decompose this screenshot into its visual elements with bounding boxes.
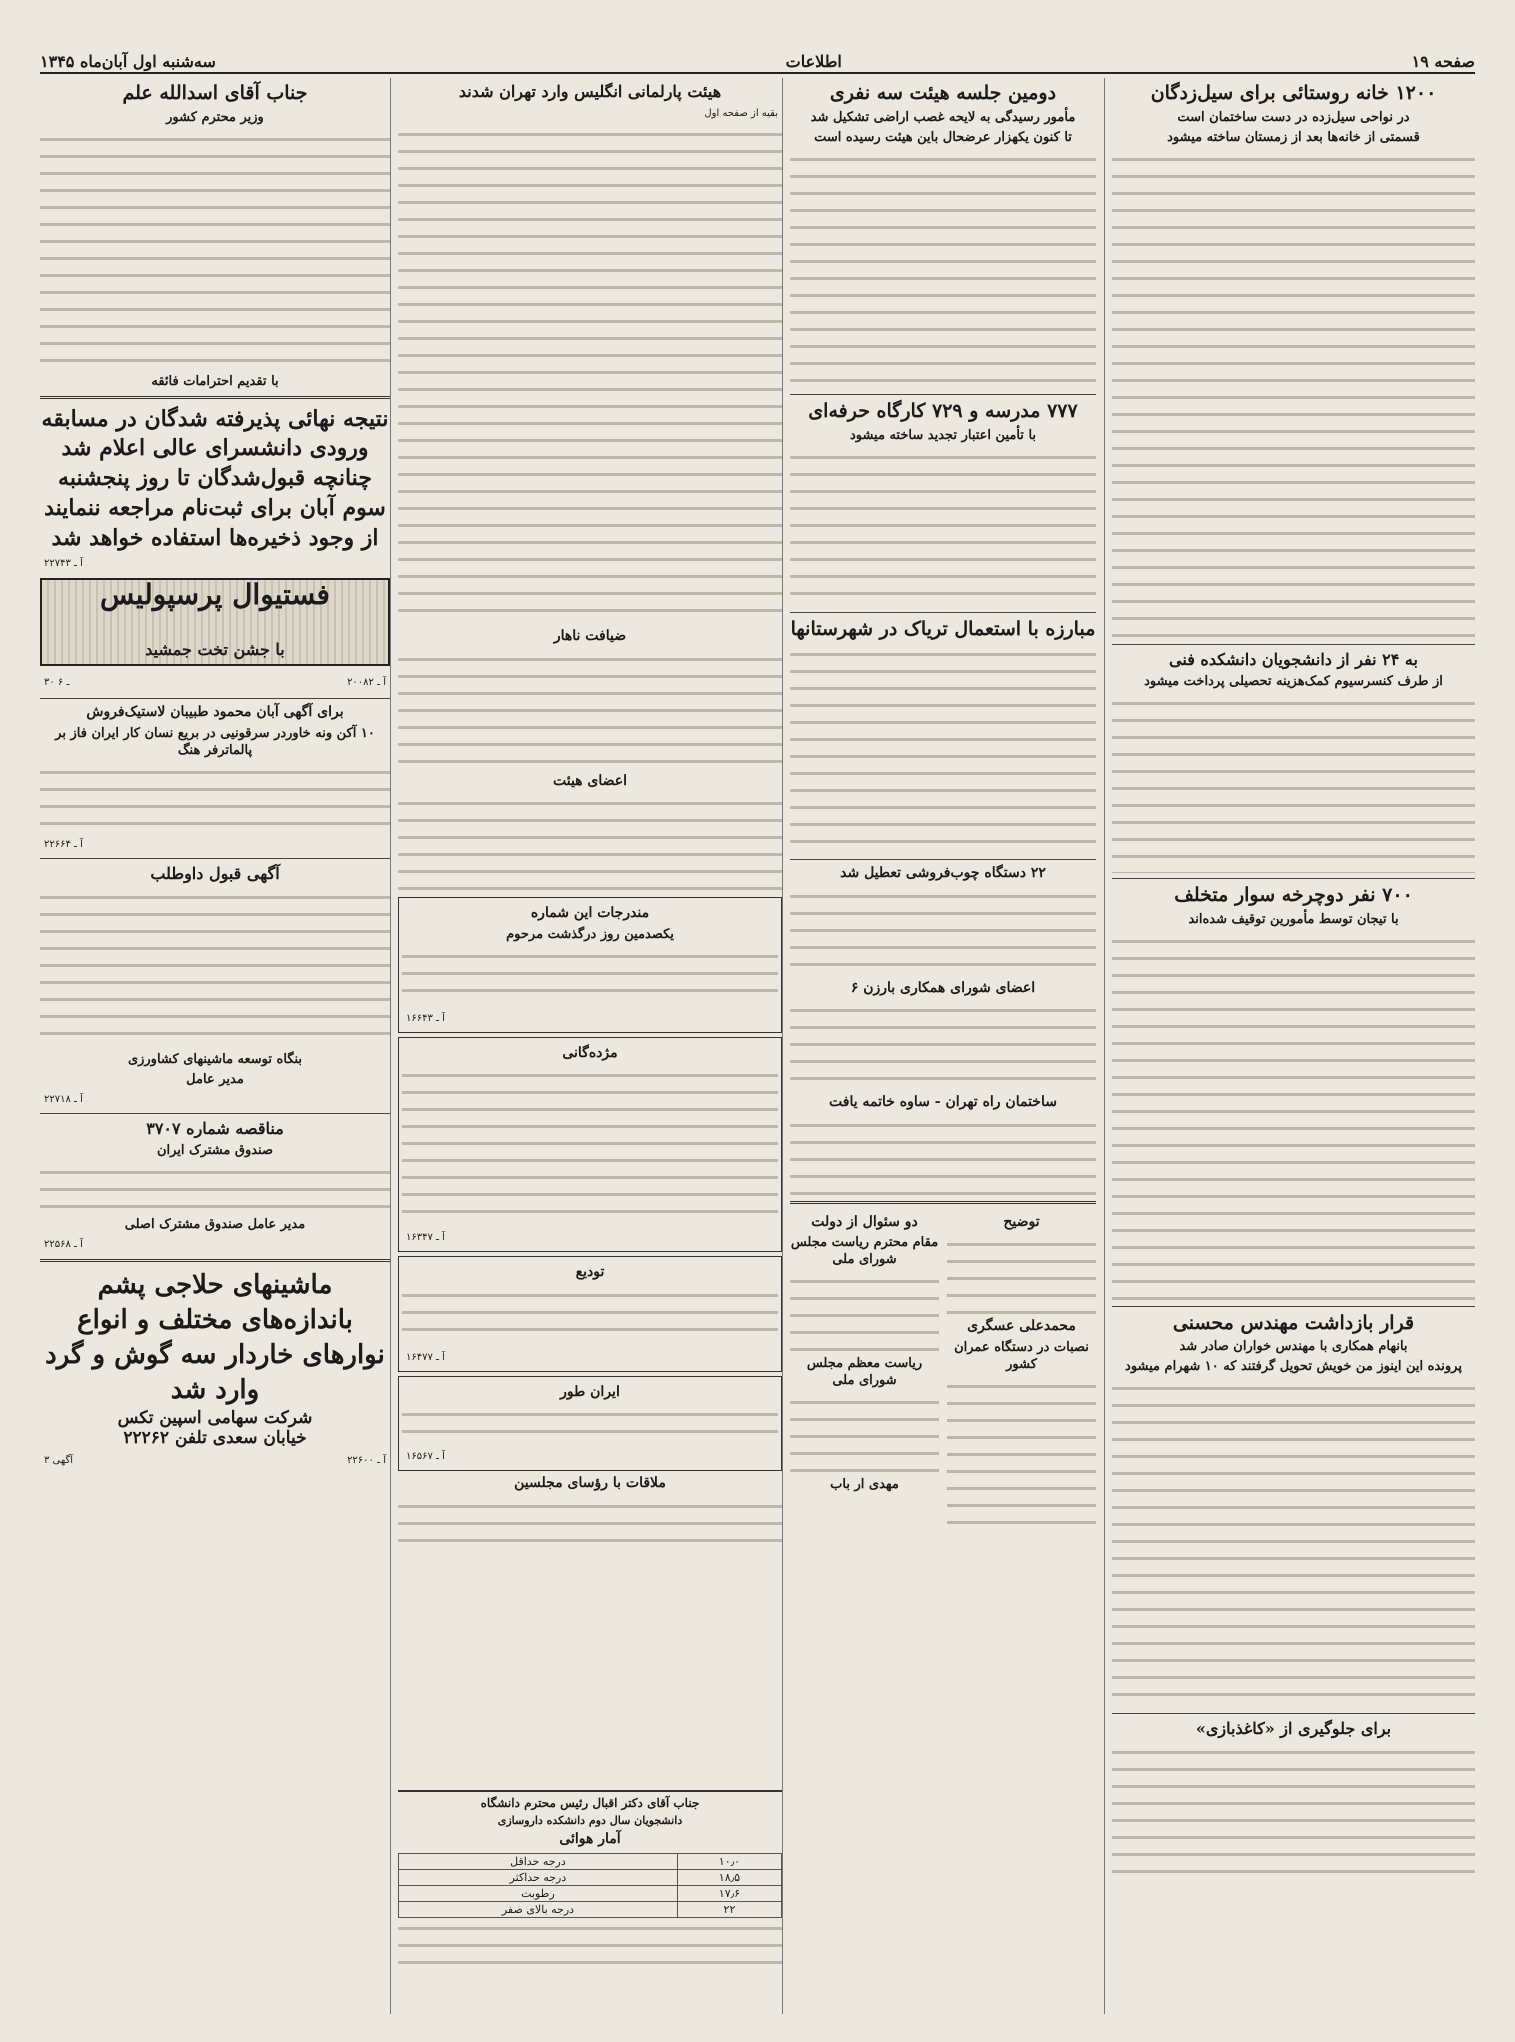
advertiser: بنگاه توسعه ماشینهای کشاورزی	[127, 1051, 303, 1067]
column-rule	[1104, 78, 1105, 2014]
subheadline: نصبات در دستگاه عمران کشور	[954, 1339, 1089, 1372]
column-4	[40, 78, 390, 2014]
column-rule	[782, 78, 783, 2014]
company-name: شرکت سهامی اسپین تکس	[117, 1408, 313, 1429]
headline: هیئت پارلمانی انگلیس وارد تهران شدند	[458, 82, 722, 101]
headline: دو سئوال از دولت	[811, 1213, 918, 1230]
article-body	[1112, 693, 1475, 873]
article-body	[40, 1162, 390, 1212]
exam-result-ad: نتیجه نهائی پذیرفته شدگان در مسابقه ورودی دانشسرای عالی اعلام شد چنانچه قبول‌شدگان تا روز پنجشنبه سوم آبان برای ثبت‌نام مراجعه ننمایند از وجود ذخیره‌ها استفاده خواهد شد	[41, 405, 389, 551]
column-2	[790, 78, 1096, 2014]
headline: آگهی قبول داوطلب	[150, 863, 280, 883]
headline: دومین جلسه هیئت سه نفری	[829, 82, 1057, 104]
headline: ۱۲۰۰ خانه روستائی برای سیل‌زدگان	[1150, 82, 1437, 104]
article-body	[402, 1065, 778, 1225]
company-address: خیابان سعدی تلفن ۲۲۲۶۲	[123, 1428, 307, 1449]
festival-banner	[40, 578, 390, 666]
headline: مناقصه شماره ۳۷۰۷	[146, 1118, 284, 1138]
headline: برای آگهی آبان محمود طبیبان لاستیک‌فروش	[86, 704, 344, 721]
tour-box	[398, 1376, 782, 1472]
subheadline: مأمور رسیدگی به لایحه غصب اراضی تشکیل شد	[810, 109, 1076, 125]
column-2-left-half	[790, 1210, 939, 1540]
article-body	[398, 1496, 782, 1556]
ad-code: آ ـ ۲۲۷۱۸	[44, 1093, 83, 1105]
headline: ۲۲ دستگاه چوب‌فروشی تعطیل شد	[840, 865, 1046, 882]
article-body	[1112, 1378, 1475, 1708]
bottom-strip	[398, 1790, 782, 2014]
divider	[40, 858, 390, 859]
divider	[790, 394, 1096, 395]
table-row	[399, 1853, 782, 1869]
divider	[790, 612, 1096, 613]
divider	[790, 1201, 1096, 1204]
column-3	[398, 78, 782, 2014]
weather-label: درجه بالای صفر	[399, 1901, 678, 1917]
page-number: صفحه ۱۹	[1411, 51, 1475, 71]
article-body	[1112, 149, 1475, 639]
festival-subtitle: با جشن تخت جمشید	[145, 640, 285, 660]
article-body	[398, 124, 782, 624]
headline: مبارزه با استعمال تریاک در شهرستانها	[790, 617, 1096, 640]
article-body	[398, 1918, 782, 1978]
weather-value: ۱۰٫۰	[677, 1853, 781, 1869]
divider	[40, 396, 390, 399]
subheadline: با تیجان توسط مأمورین توقیف شده‌اند	[1188, 911, 1399, 927]
ad-code: آ ـ ۱۶۴۷۷	[406, 1351, 445, 1363]
signature: مدیر عامل صندوق مشترک اصلی	[124, 1216, 306, 1232]
subheadline: تا کنون یکهزار عرضحال باین هیئت رسیده است	[814, 129, 1072, 145]
ad-code: آ ـ ۲۰۰۸۲	[347, 677, 386, 689]
headline: توضیح	[1003, 1213, 1040, 1230]
headline: ساختمان راه تهران - ساوه خاتمه یافت	[829, 1094, 1057, 1111]
subheadline: یکصدمین روز درگذشت مرحوم	[506, 926, 674, 942]
weather-value: ۱۸٫۵	[677, 1869, 781, 1885]
weather-table	[398, 1853, 782, 1918]
newspaper-name: اطلاعات	[785, 51, 842, 71]
page-header	[40, 50, 1475, 74]
article-body	[40, 887, 390, 1047]
headline: ۷۷۷ مدرسه و ۷۲۹ کارگاه حرفه‌ای	[808, 399, 1078, 422]
article-body	[1112, 931, 1475, 1301]
corner-label: آگهی ۳	[44, 1455, 74, 1467]
article-body	[402, 1285, 778, 1345]
weather-label: رطوبت	[399, 1885, 678, 1901]
article-body	[947, 1234, 1096, 1314]
article-body	[398, 649, 782, 769]
article-body	[402, 946, 778, 1006]
ad-code: آ ـ ۲۲۵۶۸	[44, 1238, 83, 1250]
headline: جناب آقای اسدالله علم	[122, 82, 308, 104]
subheadline: پرونده این اینوز من خویش تحویل گرفتند که ۱۰ شهرام میشود	[1125, 1359, 1462, 1375]
festival-codes	[40, 672, 390, 693]
ad-code: آ ـ ۱۶۳۴۷	[406, 1232, 445, 1243]
column-2-right-half	[947, 1210, 1096, 1540]
headline: مندرجات این شماره	[530, 905, 650, 921]
article-body	[790, 447, 1096, 607]
article-body	[402, 1404, 778, 1444]
article-body	[790, 1271, 939, 1351]
article-body	[1112, 1742, 1475, 1882]
headline: به ۲۴ نفر از دانشجویان دانشکده فنی	[1169, 649, 1418, 669]
article-body	[790, 1392, 939, 1472]
article-body	[40, 129, 390, 369]
divider	[790, 859, 1096, 860]
headline: تودیع	[575, 1264, 605, 1280]
column-1	[1112, 78, 1475, 2014]
headline: اعضای شورای همکاری بارزن ۶	[850, 979, 1036, 996]
headline: مژده‌گانی	[562, 1044, 618, 1061]
table-row	[399, 1885, 782, 1901]
divider	[1112, 1713, 1475, 1714]
index-box	[398, 897, 782, 1033]
salutation: با تقدیم احترامات فائقه	[151, 373, 279, 389]
bottom-section	[790, 1210, 1096, 1540]
article-body	[790, 1115, 1096, 1195]
divider	[1112, 878, 1475, 879]
headline: ۷۰۰ نفر دوچرخه سوار متخلف	[1174, 883, 1413, 906]
continued-note: بقیه از صفحه اول	[704, 108, 778, 119]
divider	[1112, 644, 1475, 645]
headline: ضیافت ناهار	[553, 628, 627, 644]
article-body	[790, 644, 1096, 854]
article-body	[790, 1000, 1096, 1090]
subheadline: قسمتی از خانه‌ها بعد از زمستان ساخته میشود	[1167, 129, 1420, 145]
article-body	[398, 793, 782, 893]
headline: ملاقات با رؤسای مجلسین	[514, 1475, 666, 1491]
ad-footer	[40, 1450, 390, 1471]
divider	[40, 698, 390, 699]
congrats-box	[398, 1037, 782, 1253]
weather-label: درجه حداقل	[399, 1853, 678, 1869]
thanks-signature: دانشجویان سال دوم دانشکده داروسازی	[497, 1814, 683, 1827]
weather-label: درجه حداکثر	[399, 1869, 678, 1885]
headline: قرار بازداشت مهندس محسنی	[1172, 1311, 1415, 1334]
article-body	[947, 1376, 1096, 1536]
table-row	[399, 1869, 782, 1885]
signature: مدیر عامل	[186, 1071, 244, 1087]
divider	[40, 1259, 390, 1262]
column-rule	[390, 78, 391, 2014]
article-body	[40, 762, 390, 832]
machine-ad: ماشینهای حلاجی پشم باندازه‌های مختلف و انواع نوارهای خاردار سه گوش و گرد وارد شد	[45, 1269, 385, 1405]
festival-title: فستیوال پرسپولیس	[100, 578, 330, 612]
weather-value: ۲۲	[677, 1901, 781, 1917]
ad-code: آ ـ ۱۶۶۴۳	[406, 1012, 445, 1024]
ad-code: آ ـ ۲۲۷۴۳	[44, 558, 83, 570]
subheadline: ریاست معظم مجلس شورای ملی	[806, 1356, 923, 1389]
headline: ایران طور	[560, 1383, 620, 1400]
weather-value: ۱۷٫۶	[677, 1885, 781, 1901]
headline: محمدعلی عسگری	[967, 1318, 1076, 1335]
article-body	[790, 149, 1096, 389]
subheadline: وزیر محترم کشور	[166, 109, 264, 125]
headline: اعضای هیئت	[552, 772, 628, 789]
subheadline: ۱۰ آکن ونه خاوردر سرقونیی در بریع نسان کار ایران فاز بر پالماترفر هنگ	[55, 725, 375, 758]
subheadline: در نواحی سیل‌زده در دست ساختمان است	[1177, 109, 1410, 125]
divider	[1112, 1306, 1475, 1307]
headline: برای جلوگیری از «کاغذبازی»	[1195, 1719, 1392, 1739]
advertiser: صندوق مشترک ایران	[156, 1142, 274, 1158]
weather-title: آمار هوائی	[559, 1831, 621, 1847]
divider	[40, 1113, 390, 1114]
thanks-headline: جناب آقای دکتر اقبال رئیس محترم دانشگاه	[480, 1796, 700, 1810]
table-row	[399, 1901, 782, 1917]
subheadline: مقام محترم ریاست مجلس شورای ملی	[790, 1235, 939, 1268]
ad-code: آ ـ ۱۶۵۶۷	[406, 1451, 445, 1462]
farewell-box	[398, 1256, 782, 1372]
ad-code: آ ـ ۲۲۶۰۰	[347, 1455, 386, 1467]
signature: مهدی ار باب	[830, 1477, 899, 1493]
article-body	[790, 886, 1096, 976]
subheadline: با تأمین اعتبار تجدید ساخته میشود	[849, 427, 1037, 443]
subheadline: بانهام همکاری با مهندس خواران صادر شد	[1179, 1339, 1408, 1355]
ad-code: ۳۰ ـ ۶	[44, 677, 70, 689]
issue-date: سه‌شنبه اول آبان‌ماه ۱۳۴۵	[40, 51, 216, 71]
subheadline: از طرف کنسرسیوم کمک‌هزینه تحصیلی پرداخت میشود	[1144, 673, 1443, 689]
ad-code: آ ـ ۲۲۶۶۴	[44, 838, 83, 850]
